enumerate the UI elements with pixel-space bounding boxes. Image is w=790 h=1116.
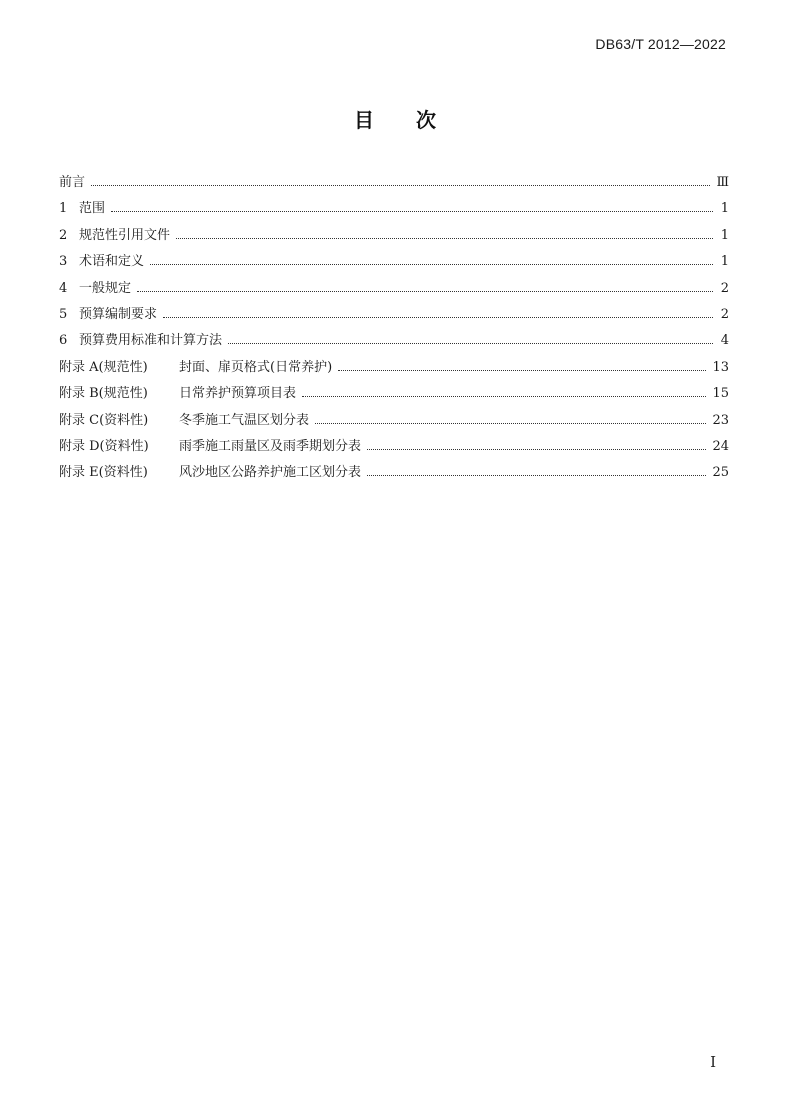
toc-entry-number: 2	[59, 227, 68, 243]
toc-appendix-prefix: 附录 A(规范性)	[59, 359, 148, 375]
toc-entry-label: 冬季施工气温区划分表	[179, 412, 310, 428]
toc-appendix-prefix: 附录 E(资料性)	[59, 465, 148, 481]
toc-entry-page: 24	[712, 438, 729, 454]
toc-leader-dots	[367, 474, 706, 476]
toc-entry-section-6[interactable]	[59, 328, 729, 354]
toc-entry-page: 23	[712, 412, 729, 428]
toc-entry-page: 1	[720, 254, 729, 270]
toc-entry-appendix-b[interactable]	[59, 381, 729, 407]
toc-entry-number: 5	[59, 306, 68, 322]
toc-entry-page: 25	[712, 465, 729, 481]
toc-entry-section-3[interactable]	[59, 249, 729, 275]
toc-entry-page: Ⅲ	[716, 175, 729, 190]
document-code: DB63/T 2012—2022	[595, 36, 726, 52]
toc-entry-label: 前言	[59, 175, 86, 190]
toc-leader-dots	[137, 290, 713, 292]
toc-leader-dots	[338, 369, 706, 371]
toc-leader-dots	[111, 210, 713, 212]
toc-entry-label: 一般规定	[79, 280, 132, 296]
toc-entry-page: 1	[720, 201, 729, 217]
toc-entry-label: 封面、扉页格式(日常养护)	[179, 359, 333, 375]
toc-entry-page: 15	[712, 386, 729, 402]
toc-entry-section-4[interactable]	[59, 276, 729, 302]
toc-leader-dots	[367, 448, 706, 450]
toc-leader-dots	[91, 184, 710, 186]
toc-leader-dots	[163, 316, 713, 318]
toc-leader-dots	[150, 263, 713, 265]
toc-entry-number: 1	[59, 201, 68, 217]
toc-entry-appendix-c[interactable]	[59, 408, 729, 434]
toc-entry-number: 3	[59, 254, 68, 270]
page-number: I	[710, 1053, 716, 1071]
toc-leader-dots	[315, 422, 706, 424]
toc-entry-section-1[interactable]	[59, 196, 729, 222]
toc-entry-page: 2	[720, 280, 729, 296]
toc-entry-label: 术语和定义	[79, 254, 145, 270]
toc-entry-appendix-a[interactable]	[59, 355, 729, 381]
toc-entry-number: 6	[59, 333, 68, 349]
page-title: 目次	[354, 108, 478, 132]
table-of-contents	[59, 170, 729, 487]
toc-entry-label: 规范性引用文件	[79, 227, 171, 243]
toc-leader-dots	[228, 342, 713, 344]
toc-entry-section-2[interactable]	[59, 223, 729, 249]
toc-entry-label: 预算费用标准和计算方法	[79, 333, 223, 349]
toc-entry-appendix-e[interactable]	[59, 460, 729, 486]
toc-entry-preface[interactable]	[59, 170, 729, 196]
toc-appendix-prefix: 附录 D(资料性)	[59, 438, 149, 454]
toc-entry-page: 1	[720, 227, 729, 243]
toc-entry-number: 4	[59, 280, 68, 296]
toc-entry-label: 风沙地区公路养护施工区划分表	[179, 465, 362, 481]
toc-entry-page: 13	[712, 359, 729, 375]
toc-entry-label: 预算编制要求	[79, 306, 158, 322]
toc-entry-appendix-d[interactable]	[59, 434, 729, 460]
toc-appendix-prefix: 附录 C(资料性)	[59, 412, 149, 428]
toc-leader-dots	[176, 237, 713, 239]
toc-appendix-prefix: 附录 B(规范性)	[59, 386, 148, 402]
toc-entry-page: 4	[720, 333, 729, 349]
toc-entry-page: 2	[720, 306, 729, 322]
toc-entry-section-5[interactable]	[59, 302, 729, 328]
toc-leader-dots	[302, 395, 706, 397]
toc-entry-label: 日常养护预算项目表	[179, 386, 297, 402]
toc-entry-label: 雨季施工雨量区及雨季期划分表	[179, 438, 362, 454]
toc-entry-label: 范围	[79, 201, 106, 217]
